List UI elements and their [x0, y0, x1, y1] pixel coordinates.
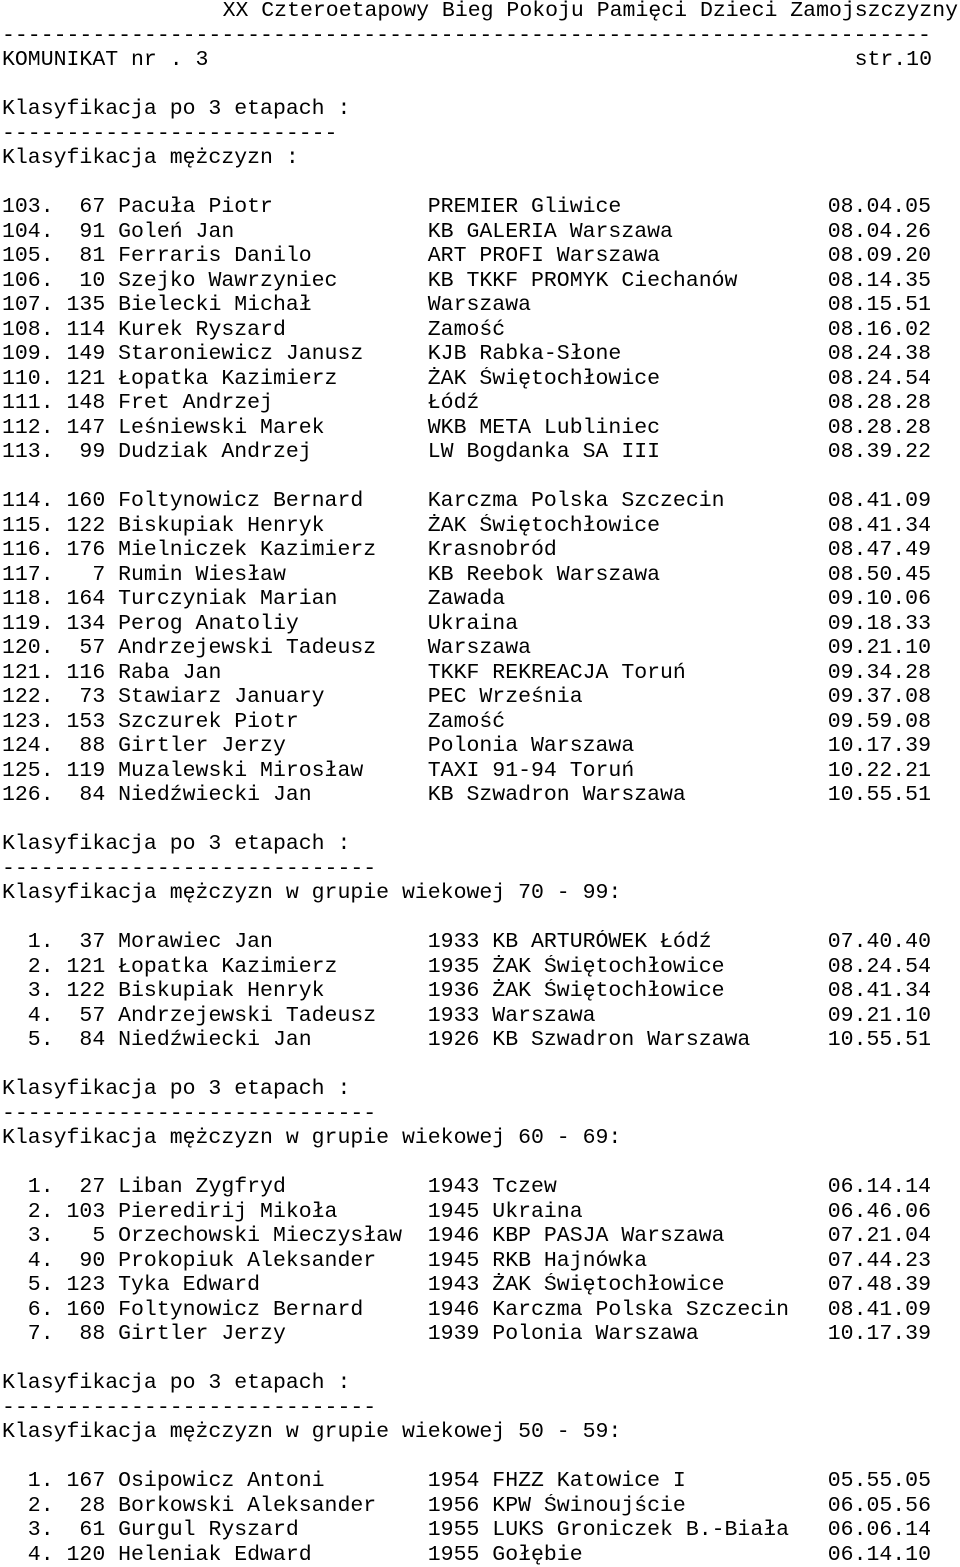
runner-name: Heleniak Edward: [118, 1543, 428, 1567]
place: 3.: [2, 1224, 67, 1248]
runner-name: Ferraris Danilo: [118, 244, 428, 268]
result-row: [2, 538, 960, 563]
finish-time: 08.24.38: [828, 342, 931, 366]
finish-time: 07.48.39: [828, 1273, 931, 1297]
club-name: TKKF REKREACJA Toruń: [428, 661, 828, 685]
birth-year: 1954: [428, 1469, 493, 1493]
finish-time: 06.46.06: [828, 1200, 931, 1224]
result-row: [2, 489, 960, 514]
result-row: [2, 1298, 960, 1323]
birth-year: 1945: [428, 1200, 493, 1224]
finish-time: 06.14.10: [828, 1543, 931, 1567]
result-row: [2, 1200, 960, 1225]
bib-number: 67: [67, 195, 119, 219]
club-name: Zamość: [428, 318, 828, 342]
finish-time: 06.06.14: [828, 1518, 931, 1542]
bib-number: 28: [67, 1494, 119, 1518]
club-name: KB GALERIA Warszawa: [428, 220, 828, 244]
finish-time: 08.41.34: [828, 514, 931, 538]
blank-line: [2, 465, 960, 490]
result-row: [2, 930, 960, 955]
place: 7.: [2, 1322, 67, 1346]
place: 109.: [2, 342, 67, 366]
bib-number: 123: [67, 1273, 119, 1297]
runner-name: Girtler Jerzy: [118, 1322, 428, 1346]
result-row: [2, 1249, 960, 1274]
result-row: [2, 195, 960, 220]
place: 118.: [2, 587, 67, 611]
runner-name: Łopatka Kazimierz: [118, 955, 428, 979]
club-name: Polonia Warszawa: [492, 1322, 827, 1346]
finish-time: 08.39.22: [828, 440, 931, 464]
result-row: [2, 759, 960, 784]
blank-line: [2, 73, 960, 98]
bib-number: 135: [67, 293, 119, 317]
result-row: [2, 587, 960, 612]
finish-time: 08.50.45: [828, 563, 931, 587]
bib-number: 114: [67, 318, 119, 342]
header-separator: ------------------------------------------------------------------------: [2, 24, 960, 49]
bib-number: 88: [67, 1322, 119, 1346]
place: 2.: [2, 1494, 67, 1518]
section-heading: Klasyfikacja po 3 etapach :: [2, 1077, 960, 1102]
result-row: [2, 1494, 960, 1519]
bib-number: 84: [67, 783, 119, 807]
section-underline: --------------------------: [2, 122, 960, 147]
blank-line: [2, 171, 960, 196]
runner-name: Goleń Jan: [118, 220, 428, 244]
finish-time: 08.16.02: [828, 318, 931, 342]
result-row: [2, 1273, 960, 1298]
bib-number: 5: [67, 1224, 119, 1248]
birth-year: 1933: [428, 1004, 493, 1028]
blank-line: [2, 808, 960, 833]
blank-line: [2, 1053, 960, 1078]
finish-time: 08.04.26: [828, 220, 931, 244]
place: 126.: [2, 783, 67, 807]
result-row: [2, 636, 960, 661]
place: 110.: [2, 367, 67, 391]
runner-name: Niedźwiecki Jan: [118, 1028, 428, 1052]
event-title: XX Czteroetapowy Bieg Pokoju Pamięci Dzieci Zamojszczyzny: [2, 0, 960, 24]
runner-name: Fret Andrzej: [118, 391, 428, 415]
place: 116.: [2, 538, 67, 562]
bib-number: 160: [67, 1298, 119, 1322]
birth-year: 1955: [428, 1518, 493, 1542]
bib-number: 149: [67, 342, 119, 366]
place: 1.: [2, 1469, 67, 1493]
club-name: RKB Hajnówka: [492, 1249, 827, 1273]
club-name: KB Szwadron Warszawa: [492, 1028, 827, 1052]
runner-name: Girtler Jerzy: [118, 734, 428, 758]
place: 108.: [2, 318, 67, 342]
runner-name: Foltynowicz Bernard: [118, 1298, 428, 1322]
place: 111.: [2, 391, 67, 415]
club-name: Karczma Polska Szczecin: [428, 489, 828, 513]
place: 124.: [2, 734, 67, 758]
club-name: WKB META Lubliniec: [428, 416, 828, 440]
runner-name: Foltynowicz Bernard: [118, 489, 428, 513]
bib-number: 116: [67, 661, 119, 685]
finish-time: 08.15.51: [828, 293, 931, 317]
result-row: [2, 1224, 960, 1249]
birth-year: 1935: [428, 955, 493, 979]
runner-name: Kurek Ryszard: [118, 318, 428, 342]
runner-name: Mielniczek Kazimierz: [118, 538, 428, 562]
place: 113.: [2, 440, 67, 464]
club-name: KBP PASJA Warszawa: [492, 1224, 827, 1248]
place: 123.: [2, 710, 67, 734]
result-row: [2, 293, 960, 318]
blank-line: [2, 906, 960, 931]
bib-number: 84: [67, 1028, 119, 1052]
place: 1.: [2, 930, 67, 954]
finish-time: 07.40.40: [828, 930, 931, 954]
finish-time: 09.21.10: [828, 636, 931, 660]
finish-time: 06.14.14: [828, 1175, 931, 1199]
result-row: [2, 1543, 960, 1567]
club-name: TAXI 91-94 Toruń: [428, 759, 828, 783]
result-row: [2, 1028, 960, 1053]
runner-name: Raba Jan: [118, 661, 428, 685]
club-name: KB Szwadron Warszawa: [428, 783, 828, 807]
finish-time: 08.28.28: [828, 416, 931, 440]
club-name: Gołębie: [492, 1543, 827, 1567]
club-name: KB Reebok Warszawa: [428, 563, 828, 587]
birth-year: 1946: [428, 1298, 493, 1322]
result-row: [2, 416, 960, 441]
bib-number: 119: [67, 759, 119, 783]
club-name: ŻAK Świętochłowice: [428, 514, 828, 538]
finish-time: 05.55.05: [828, 1469, 931, 1493]
result-row: [2, 685, 960, 710]
birth-year: 1943: [428, 1273, 493, 1297]
finish-time: 08.24.54: [828, 955, 931, 979]
birth-year: 1945: [428, 1249, 493, 1273]
finish-time: 10.22.21: [828, 759, 931, 783]
runner-name: Bielecki Michał: [118, 293, 428, 317]
place: 104.: [2, 220, 67, 244]
runner-name: Tyka Edward: [118, 1273, 428, 1297]
finish-time: 08.09.20: [828, 244, 931, 268]
club-name: Warszawa: [492, 1004, 827, 1028]
place: 3.: [2, 1518, 67, 1542]
finish-time: 07.21.04: [828, 1224, 931, 1248]
club-name: Ukraina: [492, 1200, 827, 1224]
finish-time: 08.47.49: [828, 538, 931, 562]
bib-number: 7: [67, 563, 119, 587]
finish-time: 08.24.54: [828, 367, 931, 391]
club-name: ŻAK Świętochłowice: [492, 1273, 827, 1297]
place: 107.: [2, 293, 67, 317]
result-row: [2, 514, 960, 539]
runner-name: Rumin Wiesław: [118, 563, 428, 587]
bib-number: 90: [67, 1249, 119, 1273]
finish-time: 08.41.34: [828, 979, 931, 1003]
blank-line: [2, 1151, 960, 1176]
club-name: FHZZ Katowice I: [492, 1469, 827, 1493]
club-name: Karczma Polska Szczecin: [492, 1298, 827, 1322]
section-heading: Klasyfikacja po 3 etapach :: [2, 97, 960, 122]
result-row: [2, 318, 960, 343]
finish-time: 10.17.39: [828, 1322, 931, 1346]
club-name: ŻAK Świętochłowice: [492, 979, 827, 1003]
finish-time: 09.59.08: [828, 710, 931, 734]
club-name: KB TKKF PROMYK Ciechanów: [428, 269, 828, 293]
result-row: [2, 220, 960, 245]
club-name: Krasnobród: [428, 538, 828, 562]
bib-number: 73: [67, 685, 119, 709]
bib-number: 121: [67, 955, 119, 979]
bib-number: 91: [67, 220, 119, 244]
bib-number: 153: [67, 710, 119, 734]
result-row: [2, 1469, 960, 1494]
runner-name: Liban Zygfryd: [118, 1175, 428, 1199]
page-number: str.10: [855, 48, 932, 73]
section-subheading: Klasyfikacja mężczyzn w grupie wiekowej 50 - 59:: [2, 1420, 960, 1445]
result-row: [2, 783, 960, 808]
place: 121.: [2, 661, 67, 685]
result-row: [2, 1004, 960, 1029]
finish-time: 09.34.28: [828, 661, 931, 685]
bib-number: 61: [67, 1518, 119, 1542]
club-name: ŻAK Świętochłowice: [428, 367, 828, 391]
club-name: Polonia Warszawa: [428, 734, 828, 758]
communique-number: KOMUNIKAT nr . 3: [2, 48, 208, 73]
birth-year: 1946: [428, 1224, 493, 1248]
finish-time: 08.41.09: [828, 489, 931, 513]
classification-sections: [2, 73, 960, 1567]
runner-name: Andrzejewski Tadeusz: [118, 636, 428, 660]
place: 2.: [2, 1200, 67, 1224]
results-document: [2, 0, 960, 1567]
runner-name: Andrzejewski Tadeusz: [118, 1004, 428, 1028]
club-name: KB ARTURÓWEK Łódź: [492, 930, 827, 954]
section-heading: Klasyfikacja po 3 etapach :: [2, 1371, 960, 1396]
runner-name: Staroniewicz Janusz: [118, 342, 428, 366]
club-name: Zawada: [428, 587, 828, 611]
club-name: Warszawa: [428, 636, 828, 660]
club-name: Tczew: [492, 1175, 827, 1199]
runner-name: Niedźwiecki Jan: [118, 783, 428, 807]
result-row: [2, 244, 960, 269]
finish-time: 08.41.09: [828, 1298, 931, 1322]
place: 5.: [2, 1273, 67, 1297]
runner-name: Biskupiak Henryk: [118, 979, 428, 1003]
bib-number: 122: [67, 979, 119, 1003]
runner-name: Osipowicz Antoni: [118, 1469, 428, 1493]
runner-name: Muzalewski Mirosław: [118, 759, 428, 783]
club-name: LUKS Groniczek B.-Biała: [492, 1518, 827, 1542]
finish-time: 09.37.08: [828, 685, 931, 709]
place: 112.: [2, 416, 67, 440]
blank-line: [2, 1347, 960, 1372]
runner-name: Turczyniak Marian: [118, 587, 428, 611]
result-row: [2, 661, 960, 686]
finish-time: 09.18.33: [828, 612, 931, 636]
blank-line: [2, 1445, 960, 1470]
section-underline: -----------------------------: [2, 857, 960, 882]
runner-name: Pieredirij Mikoła: [118, 1200, 428, 1224]
bib-number: 164: [67, 587, 119, 611]
club-name: Łódź: [428, 391, 828, 415]
club-name: LW Bogdanka SA III: [428, 440, 828, 464]
section-underline: -----------------------------: [2, 1102, 960, 1127]
place: 3.: [2, 979, 67, 1003]
place: 114.: [2, 489, 67, 513]
result-row: [2, 955, 960, 980]
result-row: [2, 440, 960, 465]
finish-time: 10.17.39: [828, 734, 931, 758]
runner-name: Stawiarz January: [118, 685, 428, 709]
runner-name: Gurgul Ryszard: [118, 1518, 428, 1542]
result-row: [2, 269, 960, 294]
runner-name: Szczurek Piotr: [118, 710, 428, 734]
place: 120.: [2, 636, 67, 660]
runner-name: Borkowski Aleksander: [118, 1494, 428, 1518]
birth-year: 1933: [428, 930, 493, 954]
place: 122.: [2, 685, 67, 709]
bib-number: 160: [67, 489, 119, 513]
place: 119.: [2, 612, 67, 636]
place: 103.: [2, 195, 67, 219]
bib-number: 37: [67, 930, 119, 954]
club-name: KPW Świnoujście: [492, 1494, 827, 1518]
runner-name: Szejko Wawrzyniec: [118, 269, 428, 293]
club-name: KJB Rabka-Słone: [428, 342, 828, 366]
bib-number: 57: [67, 636, 119, 660]
bib-number: 120: [67, 1543, 119, 1567]
section-underline: -----------------------------: [2, 1396, 960, 1421]
bib-number: 103: [67, 1200, 119, 1224]
club-name: Warszawa: [428, 293, 828, 317]
place: 1.: [2, 1175, 67, 1199]
runner-name: Leśniewski Marek: [118, 416, 428, 440]
runner-name: Perog Anatoliy: [118, 612, 428, 636]
place: 5.: [2, 1028, 67, 1052]
bib-number: 27: [67, 1175, 119, 1199]
finish-time: 07.44.23: [828, 1249, 931, 1273]
finish-time: 09.21.10: [828, 1004, 931, 1028]
birth-year: 1926: [428, 1028, 493, 1052]
result-row: [2, 367, 960, 392]
place: 4.: [2, 1543, 67, 1567]
runner-name: Morawiec Jan: [118, 930, 428, 954]
bib-number: 122: [67, 514, 119, 538]
bib-number: 10: [67, 269, 119, 293]
place: 125.: [2, 759, 67, 783]
club-name: ART PROFI Warszawa: [428, 244, 828, 268]
finish-time: 10.55.51: [828, 783, 931, 807]
finish-time: 08.28.28: [828, 391, 931, 415]
section-subheading: Klasyfikacja mężczyzn w grupie wiekowej 60 - 69:: [2, 1126, 960, 1151]
result-row: [2, 612, 960, 637]
birth-year: 1939: [428, 1322, 493, 1346]
place: 117.: [2, 563, 67, 587]
finish-time: 08.14.35: [828, 269, 931, 293]
birth-year: 1956: [428, 1494, 493, 1518]
finish-time: 08.04.05: [828, 195, 931, 219]
place: 4.: [2, 1249, 67, 1273]
birth-year: 1955: [428, 1543, 493, 1567]
finish-time: 09.10.06: [828, 587, 931, 611]
communique-line: [2, 48, 960, 73]
birth-year: 1936: [428, 979, 493, 1003]
club-name: PEC Września: [428, 685, 828, 709]
runner-name: Dudziak Andrzej: [118, 440, 428, 464]
bib-number: 57: [67, 1004, 119, 1028]
bib-number: 121: [67, 367, 119, 391]
place: 105.: [2, 244, 67, 268]
section-subheading: Klasyfikacja mężczyzn :: [2, 146, 960, 171]
finish-time: 06.05.56: [828, 1494, 931, 1518]
result-row: [2, 391, 960, 416]
club-name: Zamość: [428, 710, 828, 734]
place: 2.: [2, 955, 67, 979]
runner-name: Orzechowski Mieczysław: [118, 1224, 428, 1248]
result-row: [2, 979, 960, 1004]
bib-number: 99: [67, 440, 119, 464]
bib-number: 134: [67, 612, 119, 636]
result-row: [2, 1322, 960, 1347]
bib-number: 88: [67, 734, 119, 758]
place: 115.: [2, 514, 67, 538]
result-row: [2, 710, 960, 735]
bib-number: 176: [67, 538, 119, 562]
place: 106.: [2, 269, 67, 293]
club-name: PREMIER Gliwice: [428, 195, 828, 219]
club-name: Ukraina: [428, 612, 828, 636]
result-row: [2, 734, 960, 759]
runner-name: Biskupiak Henryk: [118, 514, 428, 538]
place: 6.: [2, 1298, 67, 1322]
runner-name: Prokopiuk Aleksander: [118, 1249, 428, 1273]
result-row: [2, 342, 960, 367]
club-name: ŻAK Świętochłowice: [492, 955, 827, 979]
birth-year: 1943: [428, 1175, 493, 1199]
section-heading: Klasyfikacja po 3 etapach :: [2, 832, 960, 857]
bib-number: 147: [67, 416, 119, 440]
place: 4.: [2, 1004, 67, 1028]
bib-number: 148: [67, 391, 119, 415]
bib-number: 167: [67, 1469, 119, 1493]
runner-name: Łopatka Kazimierz: [118, 367, 428, 391]
runner-name: Pacuła Piotr: [118, 195, 428, 219]
section-subheading: Klasyfikacja mężczyzn w grupie wiekowej 70 - 99:: [2, 881, 960, 906]
finish-time: 10.55.51: [828, 1028, 931, 1052]
bib-number: 81: [67, 244, 119, 268]
result-row: [2, 1175, 960, 1200]
result-row: [2, 563, 960, 588]
result-row: [2, 1518, 960, 1543]
